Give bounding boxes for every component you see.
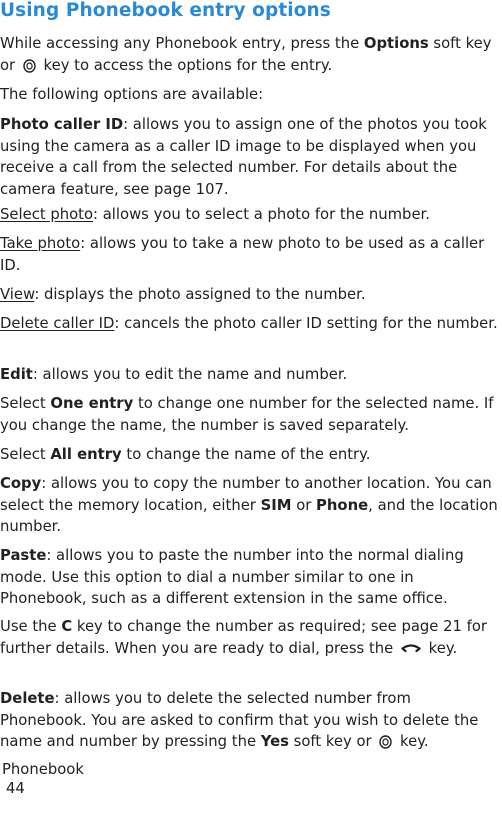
available-text: The following options are available: [0,86,264,103]
footer-section: Phonebook [2,761,84,778]
one-entry-item: Select One entry to change one number for the selected name. If you change the name, the number is saved separately. [0,395,494,434]
page-footer [2,760,84,798]
paste-item: Paste: allows you to paste the number into the normal dialing mode. Use this option to dial a number similar to one in Phonebook, such as a different extension in the same office. [0,547,464,607]
c-key-paragraph: Use the C key to change the number as required; see page 21 for further details. When you are ready to dial, press the key. [0,618,487,657]
delete-caller-id-item: Delete caller ID: cancels the photo caller ID setting for the number. [0,315,498,332]
photo-caller-id-item: Photo caller ID: allows you to assign one of the photos you took using the camera as a caller ID image to be displayed when you receive a call from the selected number. For details about the camera feature, see page 107. [0,116,487,198]
edit-item: Edit: allows you to edit the name and number. [0,366,348,383]
ok-key-icon [379,735,392,749]
ok-key-icon [23,59,36,73]
send-key-icon [401,642,421,656]
delete-item: Delete: allows you to delete the selected number from Phonebook. You are asked to confirm that you wish to delete the name and number by pressing the Yes soft key or key. [0,690,479,750]
intro-paragraph: While accessing any Phonebook entry, press the Options soft key or key to access the options for the entry. [0,35,492,74]
c-key-label: C [61,618,73,635]
select-photo-item: Select photo: allows you to select a photo for the number. [0,206,430,223]
copy-item: Copy: allows you to copy the number to another location. You can select the memory location, either SIM or Phone, and the location number. [0,475,498,535]
take-photo-item: Take photo: allows you to take a new photo to be used as a caller ID. [0,235,485,274]
options-key-label: Options [363,35,429,52]
all-entry-item: Select All entry to change the name of the entry. [0,446,371,463]
view-item: View: displays the photo assigned to the number. [0,286,366,303]
page-title: Using Phonebook entry options [0,0,331,21]
page-number: 44 [6,780,25,797]
